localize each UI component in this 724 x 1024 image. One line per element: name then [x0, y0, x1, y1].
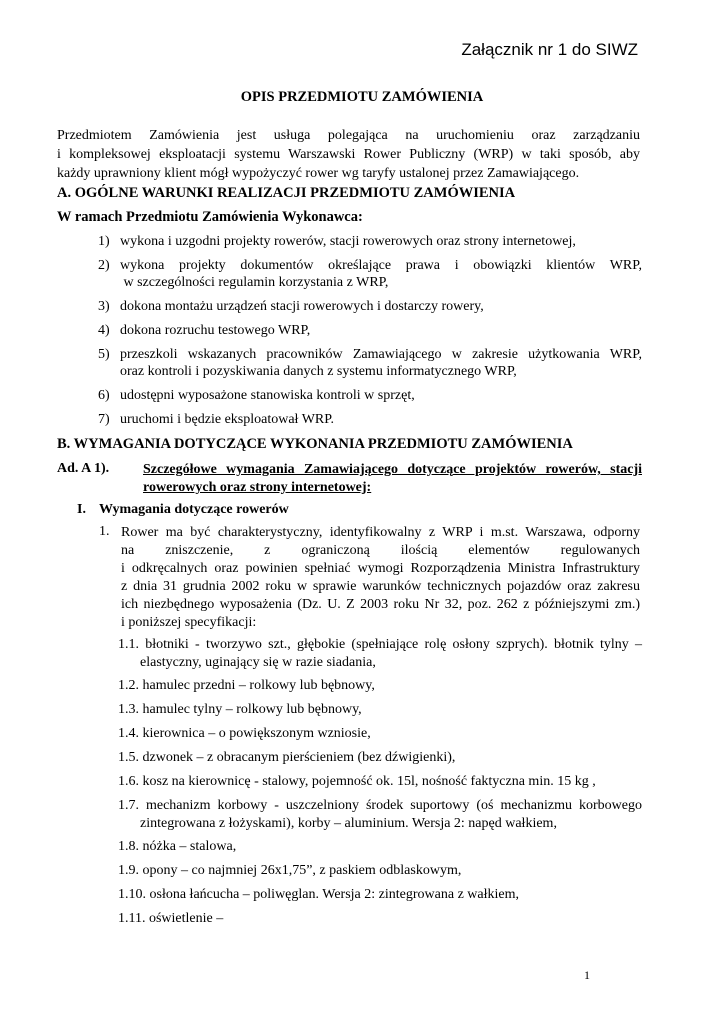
point-line: ich niezbędnego wyposażenia (Dz. U. Z 2003 roku Nr 32, poz. 262 z późniejszymi zm.) [121, 597, 640, 612]
subsection-number: I. [77, 502, 86, 517]
item-number: 7) [98, 412, 110, 427]
spec-item: 1.5. dzwonek – z obracanym pierścieniem (bez dźwigienki), [118, 750, 456, 765]
item-number: 5) [98, 347, 110, 362]
spec-item [118, 636, 642, 672]
item-number: 3) [98, 299, 110, 314]
spec-item: 1.4. kierownica – o powiększonym wzniosie, [118, 726, 371, 741]
item-number: 2) [98, 258, 110, 273]
section-b-heading: B. WYMAGANIA DOTYCZĄCE WYKONANIA PRZEDMIOTU ZAMÓWIENIA [57, 436, 573, 452]
ad-title-line: rowerowych oraz strony internetowej: [143, 480, 372, 495]
item-text: uruchomi i będzie eksploatował WRP. [120, 412, 334, 427]
spec-item: 1.3. hamulec tylny – rolkowy lub bębnowy, [118, 702, 362, 717]
item-text: dokona montażu urządzeń stacji rowerowych i dostarczy rowery, [120, 299, 484, 314]
spec-item: 1.8. nóżka – stalowa, [118, 839, 237, 854]
spec-line: 1.7. mechanizm korbowy - uszczelniony środek suportowy (oś mechanizmu korbowego [118, 798, 642, 813]
item-text: w szczególności regulamin korzystania z WRP, [120, 275, 389, 290]
intro-line: i kompleksowej eksploatacji systemu Warszawski Rower Publiczny (WRP) w taki sposób, aby [57, 147, 640, 162]
page-number: 1 [584, 968, 590, 982]
spec-item: 1.9. opony – co najmniej 26x1,75”, z paskiem odblaskowym, [118, 863, 462, 878]
item-text: oraz kontroli i pozyskiwania danych z systemu informatycznego WRP, [120, 364, 517, 379]
spec-item: 1.6. kosz na kierownicę - stalowy, pojemność ok. 15l, nośność faktyczna min. 15 kg , [118, 774, 596, 789]
item-number: 1) [98, 234, 110, 249]
point-line: Rower ma być charakterystyczny, identyfikowalny z WRP i m.st. Warszawa, odporny [121, 525, 640, 540]
item-text: dokona rozruchu testowego WRP, [120, 323, 311, 338]
intro-line: Przedmiotem Zamówienia jest usługa polegająca na uruchomieniu oraz zarządzaniu [57, 128, 640, 143]
ad-title [143, 461, 642, 497]
intro-paragraph [57, 126, 640, 183]
ad-label: Ad. A 1). [57, 461, 110, 476]
point-line: z dnia 31 grudnia 2002 roku w sprawie warunków technicznych pojazdów oraz zakresu [121, 579, 640, 594]
spec-line: zintegrowana z łożyskami), korby – aluminium. Wersja 2: napęd wałkiem, [140, 816, 557, 831]
item-number: 6) [98, 388, 110, 403]
spec-item: 1.10. osłona łańcucha – poliwęglan. Wersja 2: zintegrowana z wałkiem, [118, 887, 519, 902]
item-text: udostępni wyposażone stanowiska kontroli w sprzęt, [120, 388, 415, 403]
intro-line: każdy uprawniony klient mógł wypożyczyć rower wg taryfy ustalonej przez Zamawiającego. [57, 166, 580, 181]
point-line: i odkręcalnych oraz powinien spełniać wymogi Rozporządzenia Ministra Infrastruktury [121, 561, 640, 576]
point-text [121, 524, 640, 632]
attachment-label: Załącznik nr 1 do SIWZ [461, 40, 638, 59]
subsection-heading [77, 502, 289, 518]
section-a-subheading: W ramach Przedmiotu Zamówienia Wykonawca: [57, 209, 363, 225]
point-line: i poniższej specyfikacji: [121, 615, 257, 630]
document-title: OPIS PRZEDMIOTU ZAMÓWIENIA [240, 89, 484, 105]
spec-item: 1.2. hamulec przedni – rolkowy lub bębnowy, [118, 678, 375, 693]
point-line: na zniszczenie, z ograniczoną ilością elementów regulowanych [121, 543, 640, 558]
item-text: wykona i uzgodni projekty rowerów, stacji rowerowych oraz strony internetowej, [120, 234, 576, 249]
spec-item: 1.11. oświetlenie – [118, 911, 224, 926]
spec-item [118, 797, 642, 833]
section-a-heading: A. OGÓLNE WARUNKI REALIZACJI PRZEDMIOTU ZAMÓWIENIA [57, 185, 516, 201]
subsection-title: Wymagania dotyczące rowerów [99, 502, 289, 517]
item-text: przeszkoli wskazanych pracowników Zamawiającego w zakresie użytkowania WRP, [120, 347, 642, 362]
ad-title-line: Szczegółowe wymagania Zamawiającego dotyczące projektów rowerów, stacji [143, 462, 642, 477]
item-text: wykona projekty dokumentów określające prawa i obowiązki klientów WRP, [120, 258, 642, 273]
point-number: 1. [99, 524, 110, 539]
spec-line: elastyczny, uginający się w razie siadania, [140, 655, 376, 670]
spec-line: 1.1. błotniki - tworzywo szt., głębokie (spełniające rolę osłony szprych). błotnik tylny – [118, 637, 642, 652]
item-number: 4) [98, 323, 110, 338]
